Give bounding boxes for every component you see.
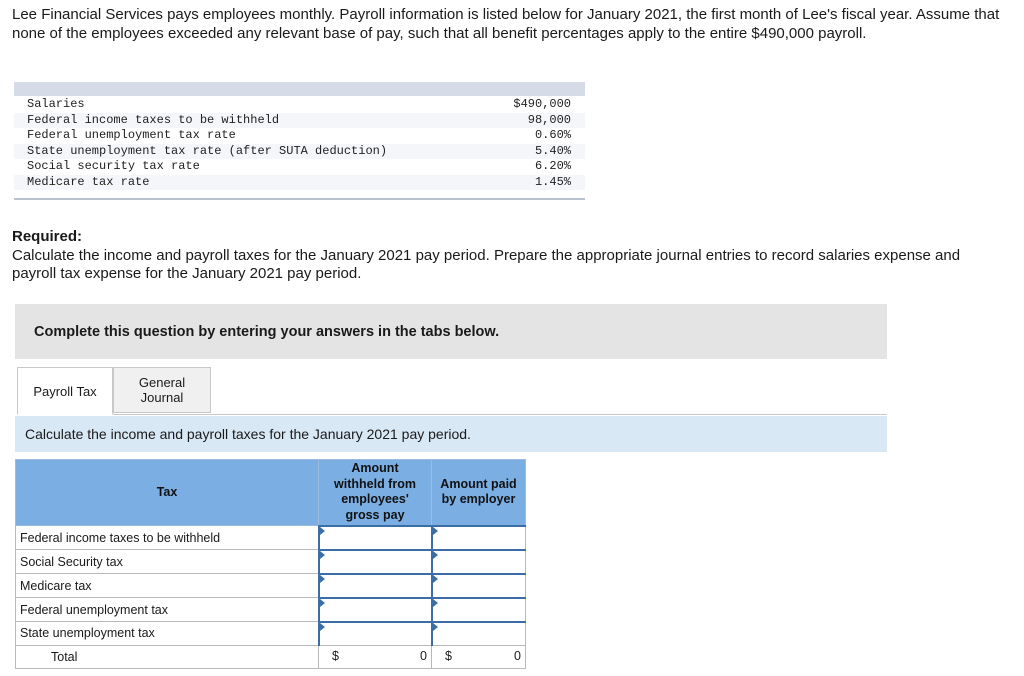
row-label: Federal income taxes to be withheld <box>16 526 319 550</box>
total-employer-value: 0 <box>514 648 521 663</box>
table-row <box>16 526 526 550</box>
problem-intro: Lee Financial Services pays employees monthly. Payroll information is listed below for January 2021, the first month of Lee's fiscal year. Assume that none of the employees exceeded any relevant base of pay, such that all benefit percentages apply to the entire $490,000 payroll. <box>12 6 1000 42</box>
total-withheld <box>319 645 432 668</box>
social-security-withheld-input[interactable] <box>319 550 432 574</box>
total-withheld-value: 0 <box>420 648 427 663</box>
total-label: Total <box>16 645 319 668</box>
row-label: State unemployment tax <box>16 622 319 646</box>
tab-bar <box>17 367 211 415</box>
row-label: Social Security tax <box>16 550 319 574</box>
total-employer <box>432 645 526 668</box>
table-row <box>16 598 526 622</box>
currency-symbol: $ <box>332 648 339 663</box>
given-row-suta: State unemployment tax rate (after SUTA deduction) 5.40% <box>14 144 585 160</box>
given-row-social-security: Social security tax rate 6.20% <box>27 159 571 173</box>
currency-symbol: $ <box>445 648 452 663</box>
medicare-withheld-input[interactable] <box>319 574 432 598</box>
instruction-text: Complete this question by entering your answers in the tabs below. <box>34 323 500 340</box>
row-label: Medicare tax <box>16 574 319 598</box>
fit-employer-input[interactable] <box>432 526 526 550</box>
medicare-employer-input[interactable] <box>432 574 526 598</box>
header-employer: Amount paid by employer <box>432 460 526 526</box>
tab-divider <box>113 414 887 415</box>
table-row <box>16 550 526 574</box>
suta-withheld-input[interactable] <box>319 622 432 646</box>
tab-payroll-tax[interactable]: Payroll Tax <box>17 367 113 415</box>
table-header-row <box>16 460 526 526</box>
suta-employer-input[interactable] <box>432 622 526 646</box>
given-row-fit: Federal income taxes to be withheld 98,000 <box>14 113 585 129</box>
payroll-info-table <box>14 82 585 200</box>
futa-withheld-input[interactable] <box>319 598 432 622</box>
futa-employer-input[interactable] <box>432 598 526 622</box>
required-heading: Required: <box>12 228 83 245</box>
table-row <box>16 622 526 646</box>
given-row-medicare: Medicare tax rate 1.45% <box>14 175 585 191</box>
required-text: Calculate the income and payroll taxes for the January 2021 pay period. Prepare the appropriate journal entries to record salaries expense and payroll tax expense for the January 2021 pay period. <box>12 246 961 282</box>
instruction-box <box>15 304 887 359</box>
header-withheld: Amount withheld from employees' gross pay <box>319 460 432 526</box>
social-security-employer-input[interactable] <box>432 550 526 574</box>
given-row-salaries: Salaries $490,000 <box>27 97 571 111</box>
fit-withheld-input[interactable] <box>319 526 432 550</box>
payroll-tax-table <box>15 459 526 669</box>
header-tax: Tax <box>16 460 319 526</box>
given-row-futa: Federal unemployment tax rate 0.60% <box>27 128 571 142</box>
table-row <box>16 574 526 598</box>
total-row <box>16 645 526 668</box>
tab-prompt: Calculate the income and payroll taxes for the January 2021 pay period. <box>15 416 887 452</box>
row-label: Federal unemployment tax <box>16 598 319 622</box>
required-section <box>12 228 1002 284</box>
tab-general-journal[interactable]: General Journal <box>113 367 211 413</box>
